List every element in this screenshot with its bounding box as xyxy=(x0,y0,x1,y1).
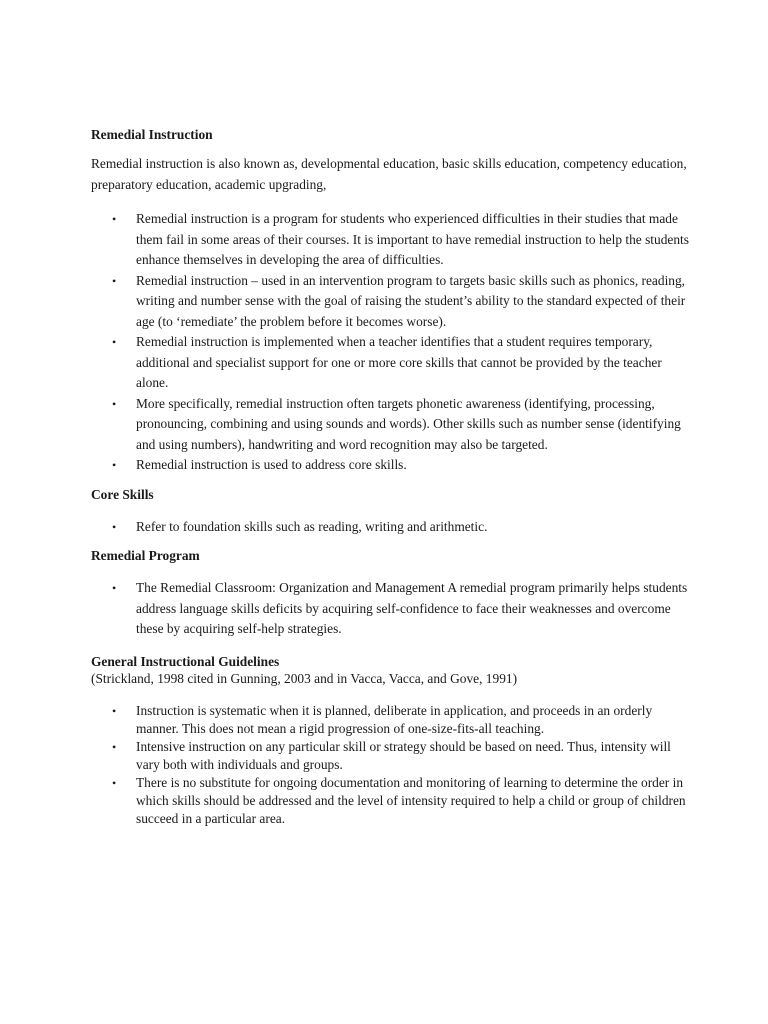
list-item-text: Remedial instruction is a program for students who experienced difficulties in their studies that made them fail in some areas of their courses. It is important to have remedial instruction to help the students enhance themselves in developing the area of difficulties. xyxy=(136,211,689,267)
list-item xyxy=(91,332,691,394)
list-item xyxy=(91,578,691,640)
guidelines-list xyxy=(91,702,691,828)
heading-general-instructional-guidelines: General Instructional Guidelines xyxy=(91,653,280,669)
core-skills-list xyxy=(91,517,691,538)
list-item-text: Remedial instruction is implemented when a teacher identifies that a student requires temporary, additional and specialist support for one or more core skills that cannot be provided by the teacher alone. xyxy=(136,334,662,390)
remedial-program-list xyxy=(91,578,691,640)
list-item xyxy=(91,774,691,828)
heading-remedial-program: Remedial Program xyxy=(91,548,200,563)
list-item xyxy=(91,517,691,538)
bullet-icon: • xyxy=(112,581,117,595)
citation-line: (Strickland, 1998 cited in Gunning, 2003 and in Vacca, Vacca, and Gove, 1991) xyxy=(91,670,518,686)
list-item-text: Instruction is systematic when it is planned, deliberate in application, and proceeds in an orderly manner. This does not mean a rigid progression of one-size-fits-all teaching. xyxy=(136,702,653,736)
list-item xyxy=(91,394,691,456)
list-item xyxy=(91,455,691,476)
list-item-text: The Remedial Classroom: Organization and Management A remedial program primarily helps students address language skills deficits by acquiring self-confidence to face their weaknesses and overcome these by acquiring self-help strategies. xyxy=(136,580,688,636)
list-item xyxy=(91,209,691,271)
list-item-text: Remedial instruction is used to address core skills. xyxy=(136,457,407,472)
bullet-icon: • xyxy=(112,775,117,790)
remedial-instruction-list xyxy=(91,209,691,476)
bullet-icon: • xyxy=(112,273,117,288)
intro-paragraph: Remedial instruction is also known as, developmental education, basic skills education, competency education, preparatory education, academic upgrading, xyxy=(91,156,687,192)
bullet-icon: • xyxy=(112,739,117,754)
bullet-icon: • xyxy=(112,703,117,718)
list-item xyxy=(91,738,691,774)
document-page xyxy=(91,126,691,828)
list-item-text: Intensive instruction on any particular skill or strategy should be based on need. Thus, intensity will vary both with individuals and groups. xyxy=(136,738,671,772)
list-item xyxy=(91,702,691,738)
bullet-icon: • xyxy=(112,212,117,226)
list-item-text: Refer to foundation skills such as reading, writing and arithmetic. xyxy=(136,518,488,534)
list-item xyxy=(91,271,691,333)
bullet-icon: • xyxy=(112,458,117,472)
heading-core-skills: Core Skills xyxy=(91,486,154,502)
bullet-icon: • xyxy=(112,396,117,411)
bullet-icon: • xyxy=(112,519,117,534)
list-item-text: Remedial instruction – used in an intervention program to targets basic skills such as phonics, reading, writing and number sense with the goal of raising the student’s ability to the standard expected of their age (to ‘remediate’ the problem before it becomes worse). xyxy=(136,272,686,329)
bullet-icon: • xyxy=(112,335,117,349)
list-item-text: There is no substitute for ongoing documentation and monitoring of learning to determine the order in which skills should be addressed and the level of intensity required to help a child or group of children succeed in a particular area. xyxy=(136,774,686,826)
list-item-text: More specifically, remedial instruction often targets phonetic awareness (identifying, processing, pronouncing, combining and using sounds and words). Other skills such as number sense (identifying and using numbers), handwriting and word recognition may also be targeted. xyxy=(136,395,681,452)
heading-remedial-instruction: Remedial Instruction xyxy=(91,127,213,142)
